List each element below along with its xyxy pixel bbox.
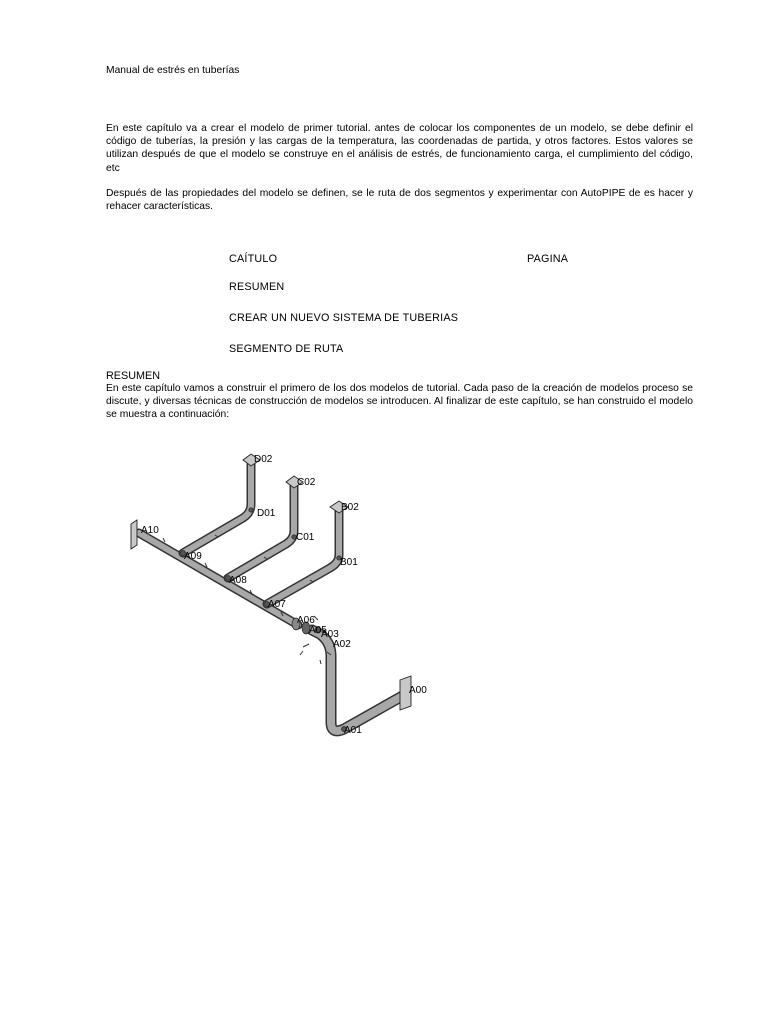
node-label-a00: A00	[409, 685, 427, 696]
node-label-a09: A09	[184, 551, 202, 562]
branch-c-pipe	[228, 486, 294, 578]
toc-item-segmento-ruta: SEGMENTO DE RUTA	[229, 343, 344, 355]
toc-chapter-header: CAÍTULO	[229, 253, 278, 265]
node-label-a06: A06	[297, 615, 315, 626]
node-label-d02: D02	[254, 454, 273, 465]
second-paragraph: Después de las propiedades del modelo se definen, se le ruta de dos segmentos y experimentar con AutoPIPE de es hacer y rehacer características.	[106, 188, 693, 213]
node-label-b02: B02	[341, 502, 359, 513]
node-label-d01: D01	[257, 508, 276, 519]
node-label-a03: A03	[321, 629, 339, 640]
node-label-a08: A08	[229, 575, 247, 586]
node-label-c01: C01	[296, 532, 315, 543]
toc-item-crear-sistema: CREAR UN NUEVO SISTEMA DE TUBERIAS	[229, 312, 459, 324]
toc-page-header: PAGINA	[527, 253, 569, 265]
lower-leg-pipe	[312, 630, 406, 731]
node-label-a10: A10	[141, 525, 159, 536]
node-label-a01: A01	[344, 725, 362, 736]
summary-paragraph: En este capítulo vamos a construir el primero de los dos modelos de tutorial. Cada paso de la creación de modelos proceso se discute, y diversas técnicas de construcción de modelos se introducen. Al finalizar de este capítulo, se han construido el modelo se muestra a continuación:	[106, 383, 693, 421]
intro-paragraph: En este capítulo va a crear el modelo de primer tutorial. antes de colocar los componentes de un modelo, se debe definir el código de tuberías, la presión y las cargas de la temperatura, las coordenadas de partida, y otros factores. Estos valores se utilizan después de que el modelo se construye en el análisis de estrés, de funcionamiento carga, el cumplimiento del código, etc	[106, 123, 693, 174]
node-label-c02: C02	[297, 477, 316, 488]
anchor-supports	[131, 454, 411, 710]
summary-heading: RESUMEN	[106, 370, 160, 382]
node-label-a07: A07	[268, 599, 286, 610]
anchor-a10-icon	[131, 520, 137, 549]
node-label-a02: A02	[333, 639, 351, 650]
toc-item-resumen: RESUMEN	[229, 281, 285, 293]
node-label-b01: B01	[340, 557, 358, 568]
branch-b-pipe	[267, 511, 339, 604]
document-title: Manual de estrés en tuberías	[106, 65, 240, 76]
node-label-a05: A05	[309, 625, 327, 636]
branch-d-pipe	[183, 462, 251, 553]
pipe-runs	[139, 462, 406, 731]
